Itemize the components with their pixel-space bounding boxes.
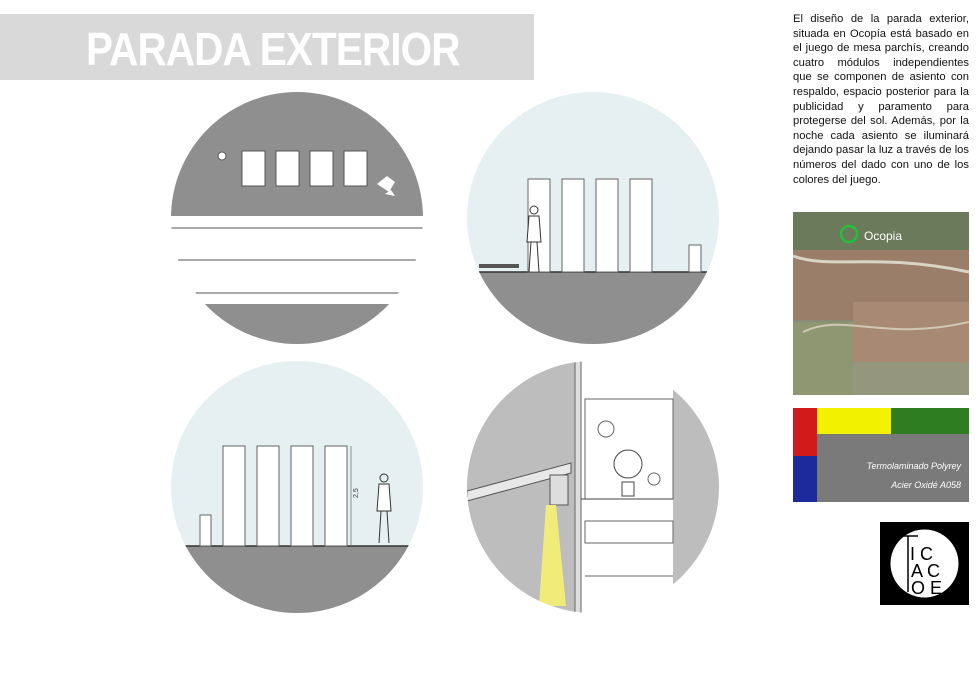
- svg-text:I C: I C: [910, 544, 934, 564]
- plan-view-drawing: [171, 92, 423, 344]
- side-elevation-drawing: [171, 361, 423, 613]
- height-dimension-label: 2,5: [353, 488, 360, 498]
- svg-text:A C: A C: [911, 561, 941, 581]
- front-elevation-svg: [467, 92, 719, 344]
- materials-swatch: [793, 408, 969, 502]
- material-name-2: Acier Oxidé A058: [891, 480, 961, 490]
- svg-text:O E: O E: [911, 578, 943, 598]
- project-description: El diseño de la parada exterior, situada en Ocopía está basado en el juego de mesa parchís, creando cuatro módulos independientes que se componen de asiento con respaldo, espacio posterior para la publicidad y paramento para protegerse del sol. Además, por la noche cada asiento se iluminará dejando pasar la luz a través de los números del dado con uno de los colores del juego.: [793, 13, 970, 186]
- section-detail-svg: [467, 361, 719, 613]
- ticacoe-logo: [880, 522, 969, 605]
- location-map: [793, 212, 969, 395]
- page-title: PARADA EXTERIOR: [86, 23, 460, 75]
- side-elevation-svg: [171, 361, 423, 613]
- material-name-1: Termolaminado Polyrey: [866, 461, 961, 471]
- logo-mark: [880, 522, 969, 605]
- map-location-label: Ocopia: [864, 229, 903, 243]
- section-detail-drawing: [467, 361, 719, 613]
- plan-view-svg: [171, 92, 423, 344]
- front-elevation-drawing: [467, 92, 719, 344]
